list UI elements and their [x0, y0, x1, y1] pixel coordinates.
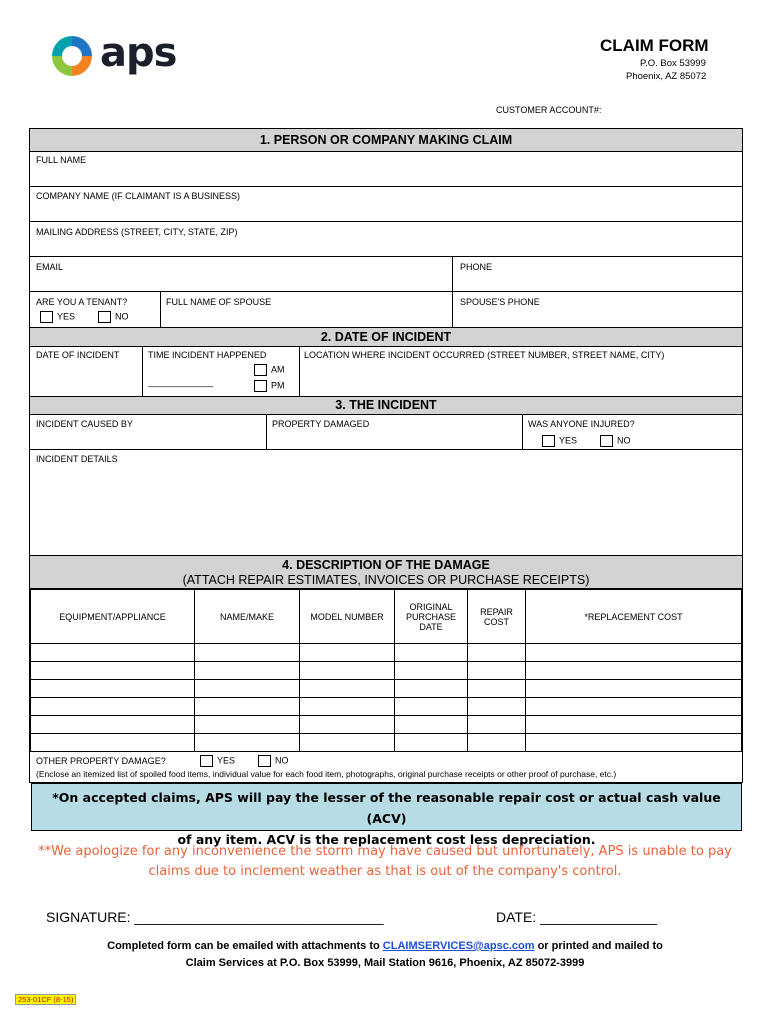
- divider: [142, 347, 143, 396]
- injured-question-label: WAS ANYONE INJURED?: [528, 419, 635, 429]
- col-purchase-date: ORIGINAL PURCHASE DATE: [395, 590, 468, 644]
- apology-notice: [25, 842, 745, 882]
- tenant-yes-label: YES: [57, 311, 76, 322]
- company-name-label: COMPANY NAME (IF CLAIMANT IS A BUSINESS): [36, 191, 241, 201]
- header-address-line1: P.O. Box 53999: [640, 58, 706, 69]
- property-damaged-label: PROPERTY DAMAGED: [272, 419, 370, 429]
- incident-time-label: TIME INCIDENT HAPPENED: [148, 350, 267, 360]
- table-row[interactable]: [31, 698, 742, 716]
- section4-title: 4. DESCRIPTION OF THE DAMAGE: [282, 558, 490, 572]
- tenant-row: [30, 292, 742, 328]
- full-name-field[interactable]: [30, 152, 742, 187]
- section4-header: [30, 556, 742, 589]
- injured-yes-option[interactable]: [542, 435, 577, 447]
- table-row[interactable]: [31, 662, 742, 680]
- section1-title: 1. PERSON OR COMPANY MAKING CLAIM: [30, 129, 742, 152]
- aps-logo: [48, 30, 178, 80]
- footer-line1-prefix: Completed form can be emailed with attachments to: [107, 940, 383, 952]
- email-phone-row: [30, 257, 742, 292]
- enclose-note: (Enclose an itemized list of spoiled food items, individual value for each food item, photographs, original purchase receipts or other proof of purchase, etc.): [36, 769, 617, 779]
- incident-row: [30, 415, 742, 450]
- am-checkbox[interactable]: [254, 364, 267, 376]
- am-label: AM: [271, 364, 285, 375]
- apology-line1: **We apologize for any inconvenience the storm may have caused but unfortunately, APS is unable to pay: [38, 844, 732, 859]
- acv-notice-line1: *On accepted claims, APS will pay the lesser of the reasonable repair cost or actual cash value (ACV): [52, 790, 721, 826]
- company-name-field[interactable]: [30, 187, 742, 222]
- divider: [160, 292, 161, 327]
- form-code-badge: 253-01CF (8-15): [15, 994, 76, 1005]
- aps-logo-mark-icon: [48, 32, 96, 80]
- damage-table-header-row: [31, 590, 742, 644]
- spouse-name-label: FULL NAME OF SPOUSE: [166, 297, 272, 307]
- section3-title: 3. THE INCIDENT: [30, 397, 742, 415]
- divider: [522, 415, 523, 449]
- injured-no-label: NO: [617, 435, 631, 446]
- section4-subtitle: (ATTACH REPAIR ESTIMATES, INVOICES OR PURCHASE RECEIPTS): [182, 573, 590, 587]
- footer-line2: Claim Services at P.O. Box 53999, Mail Station 9616, Phoenix, AZ 85072-3999: [185, 957, 585, 969]
- tenant-yes-checkbox[interactable]: [40, 311, 53, 323]
- email-label: EMAIL: [36, 262, 64, 272]
- pm-checkbox[interactable]: [254, 380, 267, 392]
- mailing-address-label: MAILING ADDRESS (STREET, CITY, STATE, ZIP): [36, 227, 238, 237]
- date-field[interactable]: DATE: _______________: [496, 909, 657, 925]
- tenant-no-checkbox[interactable]: [98, 311, 111, 323]
- other-damage-yes-option[interactable]: [200, 755, 235, 767]
- footer-line1-suffix: or printed and mailed to: [534, 940, 663, 952]
- claims-email-link[interactable]: CLAIMSERVICES@apsc.com: [382, 940, 535, 952]
- incident-location-label: LOCATION WHERE INCIDENT OCCURRED (STREET NUMBER, STREET NAME, CITY): [304, 350, 665, 360]
- full-name-label: FULL NAME: [36, 155, 87, 165]
- phone-label: PHONE: [460, 262, 493, 272]
- customer-account-label: CUSTOMER ACCOUNT#:: [496, 105, 602, 115]
- other-damage-no-label: NO: [275, 755, 289, 766]
- damage-table: [30, 589, 742, 752]
- incident-details-label: INCIDENT DETAILS: [36, 454, 118, 464]
- col-equipment: EQUIPMENT/APPLIANCE: [31, 590, 195, 644]
- form-title: CLAIM FORM: [600, 36, 709, 55]
- acv-notice-line2: of any item. ACV is the replacement cost less depreciation.: [177, 832, 596, 847]
- pm-option[interactable]: [254, 380, 285, 392]
- table-row[interactable]: [31, 680, 742, 698]
- col-model-number: MODEL NUMBER: [300, 590, 395, 644]
- acv-notice: [31, 783, 742, 847]
- injured-yes-checkbox[interactable]: [542, 435, 555, 447]
- incident-date-row: [30, 347, 742, 397]
- divider: [266, 415, 267, 449]
- spouse-phone-label: SPOUSE'S PHONE: [460, 297, 540, 307]
- divider: [452, 257, 453, 291]
- divider: [299, 347, 300, 396]
- pm-label: PM: [271, 380, 285, 391]
- other-damage-yes-checkbox[interactable]: [200, 755, 213, 767]
- other-damage-no-option[interactable]: [258, 755, 289, 767]
- tenant-yes-option[interactable]: [40, 311, 75, 323]
- signature-field[interactable]: SIGNATURE: ________________________________: [46, 909, 384, 925]
- incident-date-label: DATE OF INCIDENT: [36, 350, 120, 360]
- apology-line2: claims due to inclement weather as that is out of the company's control.: [148, 864, 622, 879]
- tenant-no-option[interactable]: [98, 311, 129, 323]
- tenant-no-label: NO: [115, 311, 129, 322]
- claim-form-table: [29, 128, 743, 783]
- section2-title: 2. DATE OF INCIDENT: [30, 328, 742, 347]
- col-replacement-cost: *REPLACEMENT COST: [526, 590, 742, 644]
- incident-caused-by-label: INCIDENT CAUSED BY: [36, 419, 133, 429]
- injured-no-option[interactable]: [600, 435, 631, 447]
- other-damage-yes-label: YES: [217, 755, 236, 766]
- other-damage-row: [30, 752, 742, 782]
- mailing-address-field[interactable]: [30, 222, 742, 257]
- am-option[interactable]: [254, 364, 285, 376]
- incident-time-blank[interactable]: _____________: [148, 377, 214, 387]
- table-row[interactable]: [31, 734, 742, 752]
- divider: [452, 292, 453, 327]
- tenant-question-label: ARE YOU A TENANT?: [36, 297, 128, 307]
- table-row[interactable]: [31, 716, 742, 734]
- header-address-line2: Phoenix, AZ 85072: [626, 71, 707, 82]
- col-repair-cost: REPAIR COST: [468, 590, 526, 644]
- col-name-make: NAME/MAKE: [195, 590, 300, 644]
- other-damage-no-checkbox[interactable]: [258, 755, 271, 767]
- incident-details-field[interactable]: [30, 450, 742, 556]
- other-damage-label: OTHER PROPERTY DAMAGE?: [36, 756, 166, 766]
- table-row[interactable]: [31, 644, 742, 662]
- footer-line1: [0, 940, 770, 952]
- injured-no-checkbox[interactable]: [600, 435, 613, 447]
- logo-text: aps: [100, 30, 177, 76]
- injured-yes-label: YES: [559, 435, 578, 446]
